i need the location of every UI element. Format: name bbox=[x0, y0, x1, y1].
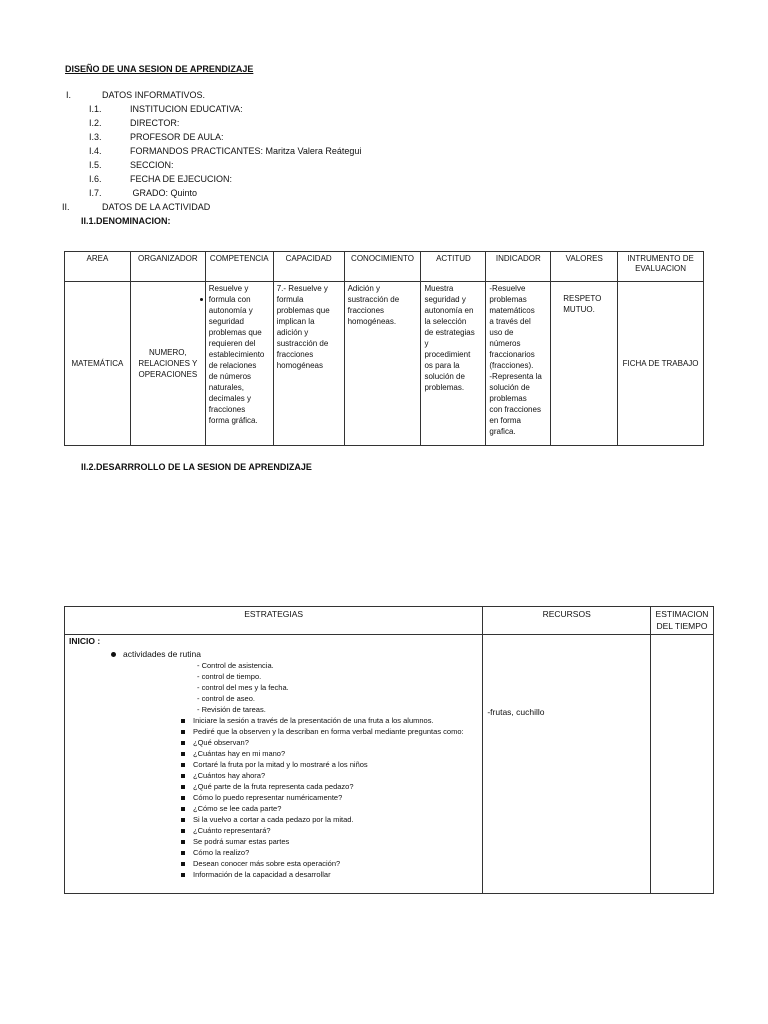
cell-recursos bbox=[483, 635, 651, 894]
indicador-value: -Resuelve problemas matemáticos a través del uso de números fraccionarios (fracciones). -Representa la solución de problemas con fracciones en forma grafica. bbox=[489, 284, 542, 436]
square-bullet-icon bbox=[181, 796, 185, 800]
square-bullet-icon bbox=[181, 873, 185, 877]
item-number: I.5. bbox=[89, 160, 102, 170]
header-actitud: ACTITUD bbox=[421, 252, 486, 282]
valores-value: RESPETO MUTUO. bbox=[563, 294, 602, 314]
item-number: I.7. bbox=[89, 188, 102, 198]
cell-indicador bbox=[486, 282, 551, 446]
square-bullet-icon bbox=[181, 818, 185, 822]
section2-heading: DATOS DE LA ACTIVIDAD bbox=[102, 202, 211, 212]
list-item-text: Se podrá sumar estas partes bbox=[193, 837, 290, 846]
inicio-label: INICIO : bbox=[69, 636, 101, 646]
list-item-text: Cortaré la fruta por la mitad y lo mostraré a los niños bbox=[193, 760, 368, 769]
list-item-text: ¿Cuántas hay en mi mano? bbox=[193, 749, 286, 758]
header-area: AREA bbox=[65, 252, 131, 282]
cell-capacidad bbox=[273, 282, 344, 446]
header-instrumento: INTRUMENTO DE EVALUACION bbox=[618, 252, 704, 282]
organizador-value: NUMERO, RELACIONES Y OPERACIONES bbox=[138, 348, 198, 379]
square-bullet-icon bbox=[181, 862, 185, 866]
list-item bbox=[181, 726, 482, 737]
header-competencia: COMPETENCIA bbox=[205, 252, 273, 282]
list-item-text: Desean conocer más sobre esta operación? bbox=[193, 859, 341, 868]
field-fecha: FECHA DE EJECUCION: bbox=[130, 174, 233, 184]
cell-tiempo bbox=[651, 635, 714, 894]
competencia-value: Resuelve y formula con autonomía y seguridad problemas que requieren del establecimiento de relaciones de números naturales, decimales y fracciones forma gráfica. bbox=[208, 284, 265, 425]
list-item-text: ¿Cuántos hay ahora? bbox=[193, 771, 266, 780]
list-item bbox=[181, 814, 482, 825]
actitud-value: Muestra seguridad y autonomía en la selección de estrategias y procedimient os para la solución de problemas. bbox=[424, 284, 475, 392]
header-capacidad: CAPACIDAD bbox=[273, 252, 344, 282]
list-item: - Control de asistencia. bbox=[197, 661, 274, 670]
cell-instrumento bbox=[618, 282, 704, 446]
table-header-row bbox=[65, 252, 704, 282]
header-conocimiento: CONOCIMIENTO bbox=[344, 252, 421, 282]
list-item bbox=[181, 737, 482, 748]
list-item bbox=[181, 825, 482, 836]
header-tiempo: ESTIMACION DEL TIEMPO bbox=[651, 607, 714, 635]
header-estrategias: ESTRATEGIAS bbox=[65, 607, 483, 635]
list-item: - Revisión de tareas. bbox=[197, 705, 266, 714]
desarrollo-heading: II.2.DESARRROLLO DE LA SESION DE APRENDIZAJE bbox=[81, 462, 312, 472]
square-bullet-icon bbox=[181, 741, 185, 745]
field-grado: GRADO: Quinto bbox=[130, 188, 198, 198]
list-item bbox=[181, 869, 482, 880]
cell-competencia bbox=[205, 282, 273, 446]
list-item-text: Información de la capacidad a desarrollar bbox=[193, 870, 331, 879]
list-item-text: Iniciare la sesión a través de la presentación de una fruta a los alumnos. bbox=[193, 716, 434, 725]
square-bullet-icon bbox=[181, 763, 185, 767]
list-item bbox=[181, 770, 482, 781]
header-organizador: ORGANIZADOR bbox=[130, 252, 205, 282]
bullet-icon bbox=[200, 298, 203, 301]
list-item-text: ¿Qué observan? bbox=[193, 738, 249, 747]
square-bullet-icon bbox=[181, 807, 185, 811]
square-bullet-icon bbox=[181, 774, 185, 778]
capacidad-value: 7.- Resuelve y formula problemas que implican la adición y sustracción de fracciones homogéneas bbox=[276, 284, 330, 370]
table-row bbox=[65, 635, 714, 894]
list-item bbox=[181, 792, 482, 803]
actividades-label: actividades de rutina bbox=[123, 649, 201, 659]
list-item bbox=[181, 759, 482, 770]
page-title: DISEÑO DE UNA SESION DE APRENDIZAJE bbox=[65, 64, 254, 74]
list-item bbox=[181, 748, 482, 759]
cell-actitud bbox=[421, 282, 486, 446]
list-item-text: Si la vuelvo a cortar a cada pedazo por la mitad. bbox=[193, 815, 354, 824]
recursos-value: -frutas, cuchillo bbox=[487, 707, 545, 717]
list-item bbox=[181, 847, 482, 858]
area-value: MATEMÁTICA bbox=[71, 359, 124, 368]
list-item: - control de tiempo. bbox=[197, 672, 262, 681]
field-director: DIRECTOR: bbox=[130, 118, 180, 128]
header-recursos: RECURSOS bbox=[483, 607, 651, 635]
item-number: I.4. bbox=[89, 146, 102, 156]
list-item: - control de aseo. bbox=[197, 694, 255, 703]
rutina-list bbox=[65, 660, 482, 715]
list-item bbox=[181, 803, 482, 814]
item-number: I.3. bbox=[89, 132, 102, 142]
square-bullet-icon bbox=[181, 829, 185, 833]
list-item-text: Pediré que la observen y la describan en forma verbal mediante preguntas como: bbox=[193, 727, 464, 736]
field-profesor: PROFESOR DE AULA: bbox=[130, 132, 224, 142]
desarrollo-table bbox=[64, 606, 714, 894]
field-institucion: INSTITUCION EDUCATIVA: bbox=[130, 104, 243, 114]
list-item-text: Cómo la realizo? bbox=[193, 848, 250, 857]
header-indicador: INDICADOR bbox=[486, 252, 551, 282]
list-item bbox=[181, 836, 482, 847]
cell-valores bbox=[551, 282, 618, 446]
square-bullet-icon bbox=[181, 840, 185, 844]
list-item: - control del mes y la fecha. bbox=[197, 683, 289, 692]
list-item bbox=[181, 715, 482, 726]
cell-estrategias bbox=[65, 635, 483, 894]
section2-number: II. bbox=[62, 202, 70, 212]
conocimiento-value: Adición y sustracción de fracciones homogéneas. bbox=[347, 284, 400, 326]
square-bullet-icon bbox=[181, 851, 185, 855]
square-bullet-icon bbox=[181, 730, 185, 734]
actividades-item bbox=[111, 649, 482, 659]
instrumento-value: FICHA DE TRABAJO bbox=[622, 359, 699, 368]
item-number: I.1. bbox=[89, 104, 102, 114]
section1-number: I. bbox=[66, 90, 72, 100]
cell-conocimiento bbox=[344, 282, 421, 446]
square-bullet-icon bbox=[181, 785, 185, 789]
list-item bbox=[181, 858, 482, 869]
cell-organizador bbox=[130, 282, 205, 446]
denominacion-table bbox=[64, 251, 704, 446]
list-item-text: ¿Cómo se lee cada parte? bbox=[193, 804, 282, 813]
table-row bbox=[65, 282, 704, 446]
bullet-icon bbox=[111, 652, 116, 657]
list-item-text: ¿Cuánto representará? bbox=[193, 826, 271, 835]
field-formandos: FORMANDOS PRACTICANTES: Maritza Valera Reátegui bbox=[130, 146, 362, 156]
field-seccion: SECCION: bbox=[130, 160, 174, 170]
item-number: I.2. bbox=[89, 118, 102, 128]
denominacion-heading: II.1.DENOMINACION: bbox=[81, 216, 171, 226]
list-item-text: ¿Qué parte de la fruta representa cada pedazo? bbox=[193, 782, 354, 791]
square-bullet-icon bbox=[181, 719, 185, 723]
table-header-row bbox=[65, 607, 714, 635]
list-item-text: Cómo lo puedo representar numéricamente? bbox=[193, 793, 343, 802]
strategy-list bbox=[65, 715, 482, 880]
header-valores: VALORES bbox=[551, 252, 618, 282]
square-bullet-icon bbox=[181, 752, 185, 756]
list-item bbox=[181, 781, 482, 792]
section1-heading: DATOS INFORMATIVOS. bbox=[102, 90, 206, 100]
item-number: I.6. bbox=[89, 174, 102, 184]
cell-area bbox=[65, 282, 131, 446]
